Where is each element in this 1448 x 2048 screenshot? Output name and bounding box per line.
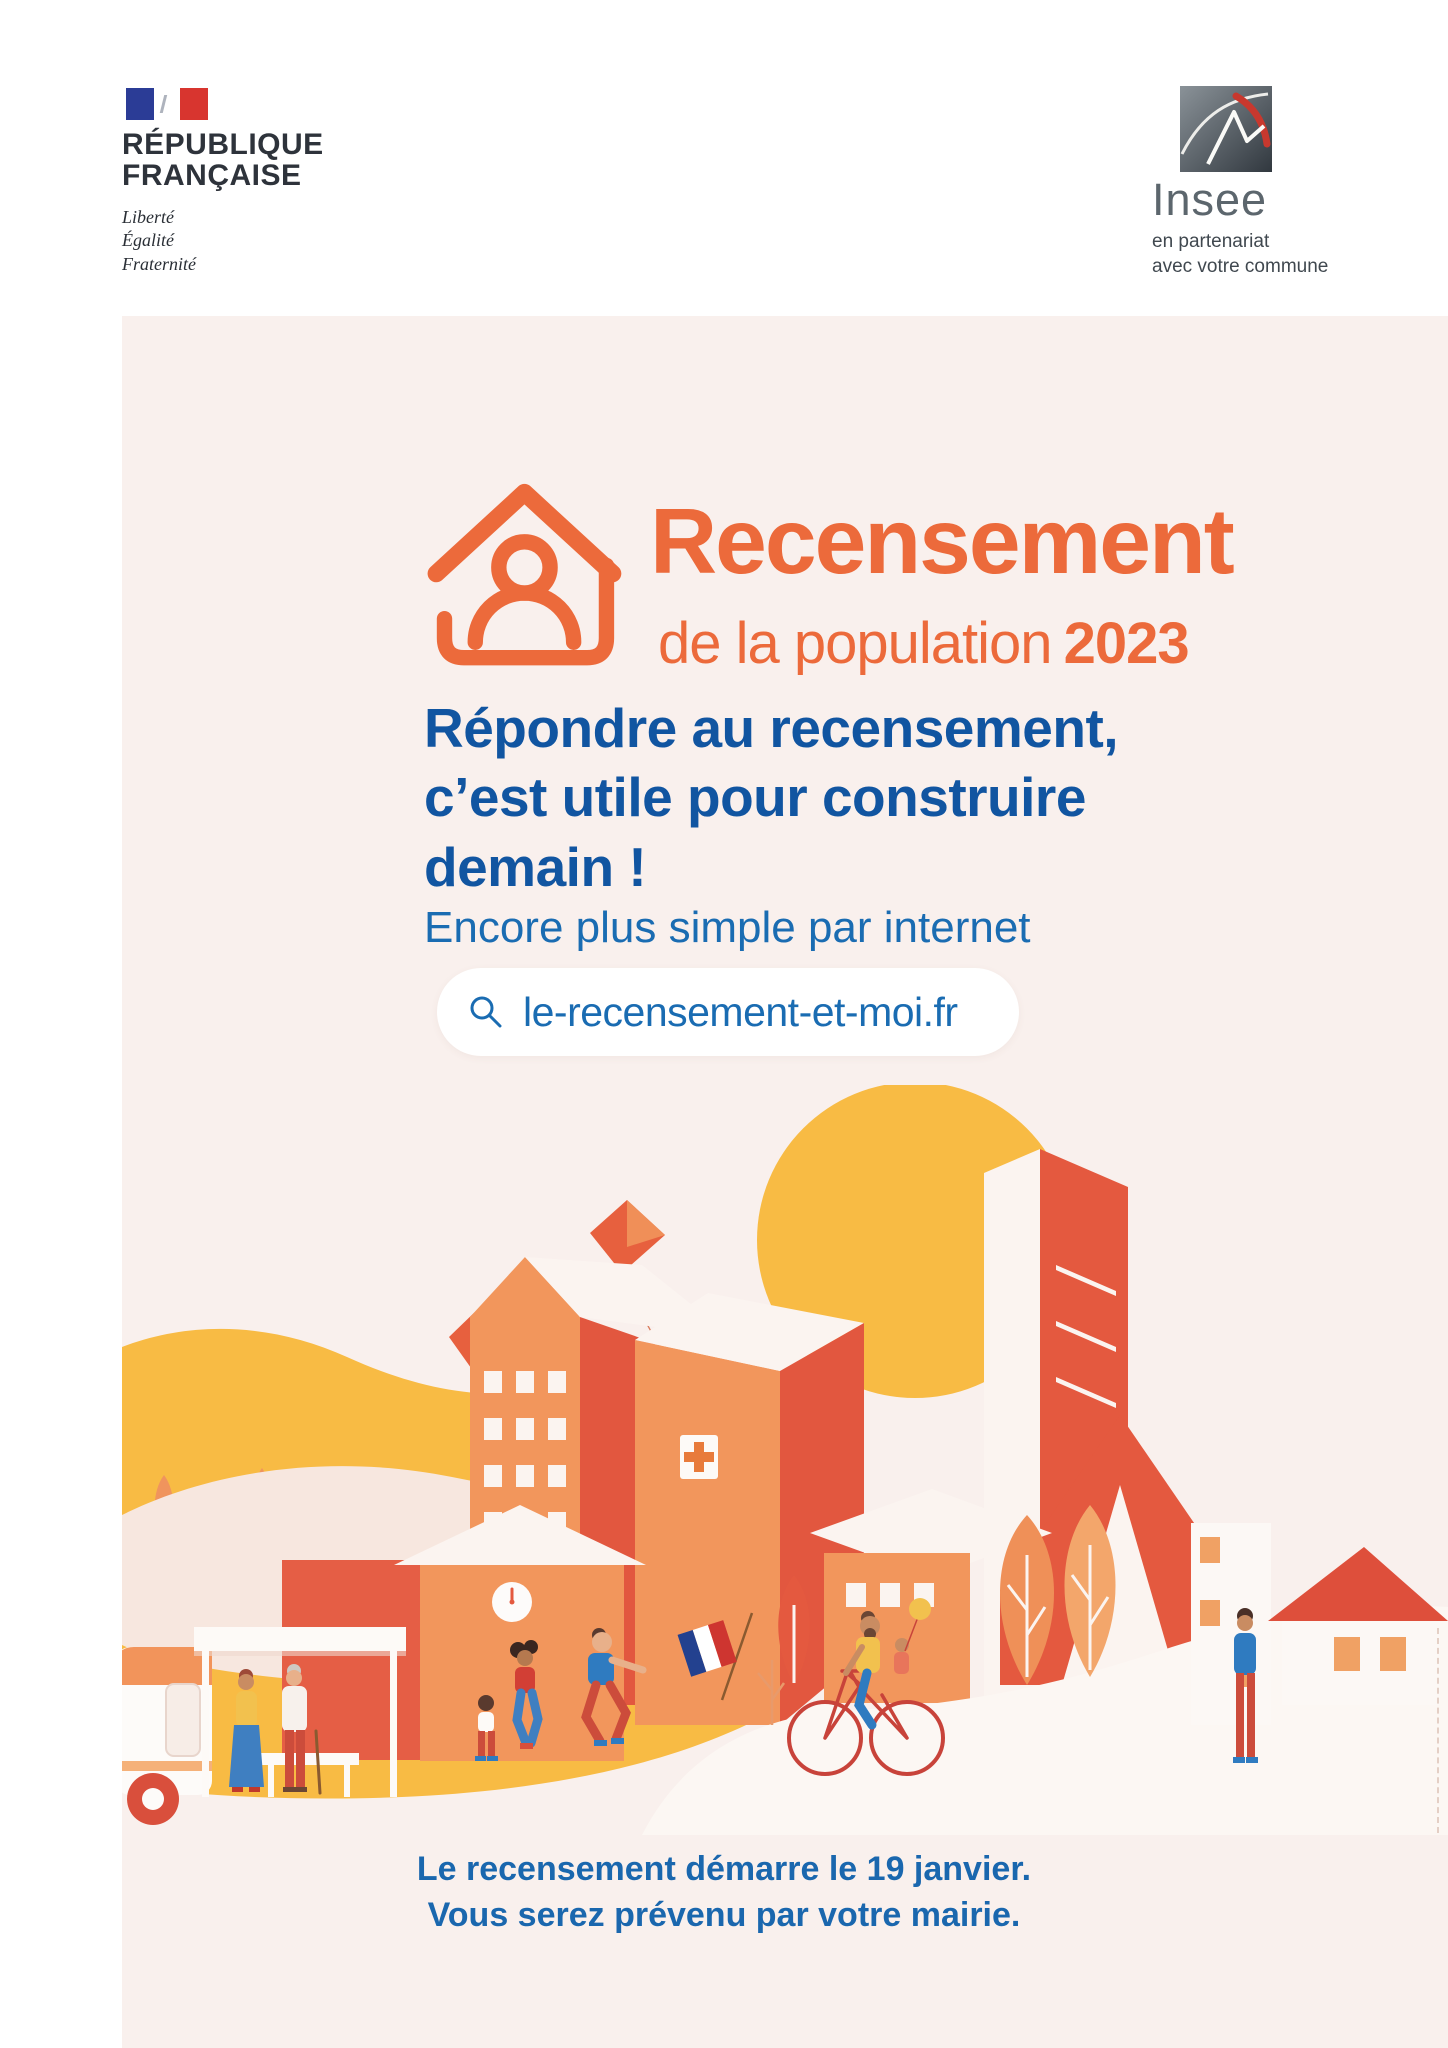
red-roof-cottage bbox=[1268, 1547, 1448, 1705]
footer-line: Vous serez prévenu par votre mairie. bbox=[427, 1896, 1021, 1935]
motto-line: Égalité bbox=[122, 230, 174, 251]
insee-partnership-line: en partenariat bbox=[1152, 231, 1270, 252]
headline bbox=[424, 694, 1118, 902]
footer-text bbox=[0, 1846, 1448, 1938]
motto-line: Fraternité bbox=[122, 253, 196, 274]
search-url-pill bbox=[437, 968, 1019, 1056]
brand-subtitle bbox=[658, 610, 1189, 677]
marianne-flag-icon bbox=[126, 88, 208, 120]
republique-francaise-block bbox=[122, 88, 324, 276]
republique-motto bbox=[122, 206, 324, 276]
insee-name: Insee bbox=[1152, 174, 1268, 225]
insee-partnership-line: avec votre commune bbox=[1152, 256, 1329, 278]
brand-title: Recensement bbox=[650, 489, 1233, 593]
white-apartment-building bbox=[1191, 1523, 1271, 1725]
search-icon bbox=[467, 993, 505, 1031]
headline-line: c’est utile pour construire bbox=[424, 766, 1086, 829]
republique-title-line1: RÉPUBLIQUE bbox=[122, 128, 324, 161]
census-house-icon bbox=[424, 468, 629, 673]
insee-logo-icon bbox=[1180, 86, 1272, 172]
brand-year: 2023 bbox=[1063, 611, 1189, 676]
republique-title bbox=[122, 130, 324, 192]
headline-line: Répondre au recensement, bbox=[424, 697, 1119, 759]
hospital-cross-sign bbox=[680, 1435, 718, 1479]
search-url: le-recensement-et-moi.fr bbox=[523, 988, 958, 1035]
bus bbox=[122, 1647, 212, 1825]
city-illustration bbox=[122, 1085, 1448, 1835]
scan-artifact-dashes bbox=[1437, 1628, 1439, 1833]
subheadline: Encore plus simple par internet bbox=[424, 903, 1031, 952]
republique-title-line2: FRANÇAISE bbox=[122, 158, 302, 192]
insee-block bbox=[1152, 86, 1402, 279]
footer-line: Le recensement démarre le 19 janvier. bbox=[416, 1850, 1032, 1888]
insee-partnership bbox=[1152, 229, 1402, 279]
motto-line: Liberté bbox=[122, 206, 174, 227]
headline-line: demain ! bbox=[424, 835, 647, 898]
brand-subtitle-text: de la population bbox=[658, 611, 1052, 676]
